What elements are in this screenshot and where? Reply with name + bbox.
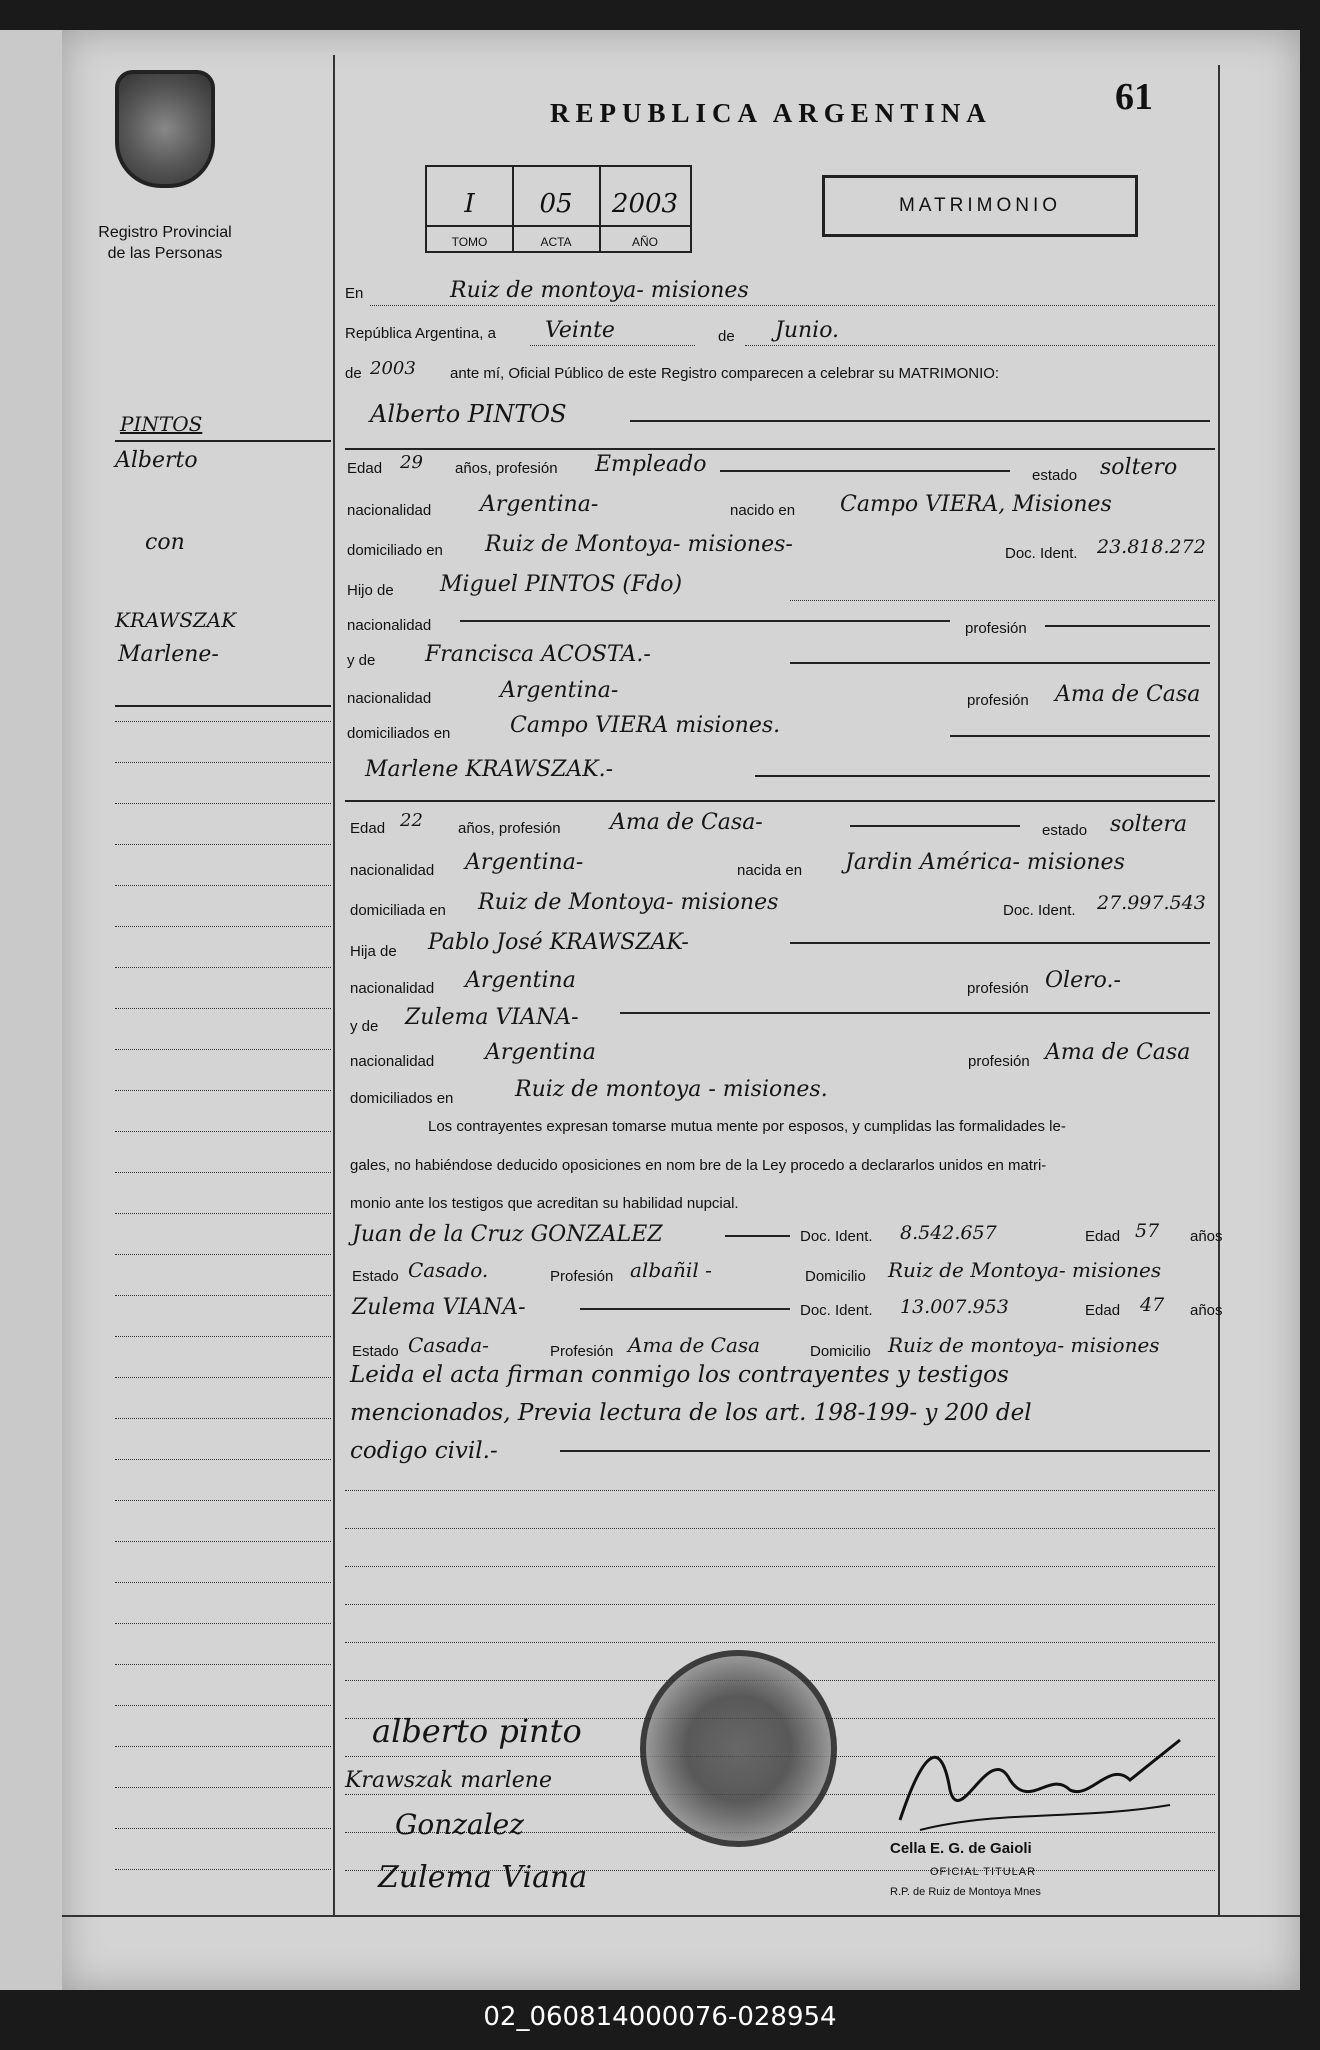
book-spine [0,30,65,1990]
witness1-estado-label: Estado [352,1268,399,1285]
witness2-age: 47 [1140,1294,1165,1316]
margin-surname2: KRAWSZAK [115,608,237,632]
groom-nationality: Argentina- [480,492,599,517]
groom-nac-label: nacionalidad [347,502,432,519]
bride-father: Pablo José KRAWSZAK- [428,930,689,955]
margin-rule-line [115,1131,331,1132]
groom-name: Alberto PINTOS [370,400,567,428]
bride-hija-label: Hija de [350,943,397,960]
witness2-doc-label: Doc. Ident. [800,1302,873,1319]
groom-father-nac-label: nacionalidad [347,617,432,634]
dotted-rule [370,305,1215,306]
margin-rule-line [115,1787,331,1788]
witness1-profession: albañil - [630,1258,712,1282]
groom-edad-label: Edad [347,460,383,477]
margin-connector: con [145,530,185,555]
bride-mother-prof-label: profesión [968,1053,1030,1070]
document-code: 02_060814000076-028954 [483,2002,837,2032]
official-title: OFICIAL TITULAR [930,1866,1037,1878]
bride-mother: Zulema VIANA- [405,1005,579,1030]
bride-estado: soltera [1110,812,1188,837]
margin-rule-line [115,1582,331,1583]
witness1-doc-label: Doc. Ident. [800,1228,873,1245]
closing-line2: mencionados, Previa lectura de los art. 198-199- y 200 del [350,1400,1032,1426]
margin-rule-line [115,1090,331,1091]
provincial-seal-icon [115,70,215,188]
groom-prof-label: años, profesión [455,460,558,477]
dotted-rule [790,600,1215,601]
bride-domicile: Ruiz de Montoya- misiones [478,890,779,915]
ano-cell: 2003 AÑO [611,189,679,249]
right-rule [1218,65,1220,1915]
margin-rule [333,55,335,1915]
box-divider [427,225,690,227]
line-rule [790,942,1210,944]
bride-parents-domicile: Ruiz de montoya - misiones. [515,1077,828,1102]
groom-doc: 23.818.272 [1097,536,1206,558]
groom-profession: Empleado [595,452,707,477]
signature-witness2: Zulema Viana [378,1860,588,1895]
witness1-anos-label: años [1190,1228,1223,1245]
line-rule [790,662,1210,664]
groom-mother-profession: Ama de Casa [1055,682,1201,707]
margin-rule-line [115,1213,331,1214]
official-office: R.P. de Ruiz de Montoya Mnes [890,1886,1041,1898]
groom-doc-label: Doc. Ident. [1005,545,1078,562]
witness2-edad-label: Edad [1085,1302,1121,1319]
body-rule-line [345,1604,1215,1605]
signature-witness1: Gonzalez [395,1808,524,1841]
margin-rule-line [115,1172,331,1173]
margin-rule-line [115,762,331,763]
ante-text: ante mí, Oficial Público de este Registro comparecen a celebrar su MATRIMONIO: [450,365,1000,382]
witness2-domicile: Ruiz de montoya- misiones [888,1333,1160,1357]
margin-rule-line [115,1336,331,1337]
bride-nac-label: nacionalidad [350,862,435,879]
record-ref-box [425,165,692,253]
line-rule [630,420,1210,422]
groom-nacido-label: nacido en [730,502,796,519]
witness1-doc: 8.542.657 [900,1222,997,1244]
line-rule [560,1450,1210,1452]
witness2-doc: 13.007.953 [900,1296,1009,1318]
witness2-anos-label: años [1190,1302,1223,1319]
margin-rule-line [115,1623,331,1624]
witness1-estado: Casado. [408,1258,489,1282]
signature-bride: Krawszak marlene [345,1768,552,1793]
dotted-rule [745,345,1215,346]
line-rule [620,1012,1210,1014]
margin-rule-line [115,1377,331,1378]
margin-rule-line [115,1008,331,1009]
groom-parents-dom-label: domiciliados en [347,725,451,742]
margin-rule-line [115,844,331,845]
bride-father-nationality: Argentina [465,968,576,993]
groom-estado-label: estado [1032,467,1078,484]
groom-father-prof-label: profesión [965,620,1027,637]
groom-mother-nationality: Argentina- [500,678,619,703]
margin-rule-line [115,1295,331,1296]
dotted-rule [530,345,695,346]
bride-edad-label: Edad [350,820,386,837]
section-rule [345,800,1215,802]
witness2-dom-label: Domicilio [810,1343,871,1360]
groom-dom-label: domiciliado en [347,542,443,559]
groom-parents-domicile: Campo VIERA misiones. [510,713,781,738]
witness1-name: Juan de la Cruz GONZALEZ [352,1222,663,1247]
acta-cell: 05 ACTA [513,167,601,251]
bride-nacida-label: nacida en [737,862,803,879]
country-title: REPUBLICA ARGENTINA [550,98,992,128]
bride-estado-label: estado [1042,822,1088,839]
place-value: Ruiz de montoya- misiones [450,278,749,303]
margin-rule-line [115,1541,331,1542]
day-value: Veinte [545,318,615,343]
body-rule-line [345,1566,1215,1567]
declaration-line3: monio ante los testigos que acreditan su habilidad nupcial. [350,1195,739,1212]
republica-label: República Argentina, a [345,325,496,342]
groom-age: 29 [400,452,423,473]
bride-yde-label: y de [350,1018,379,1035]
groom-father: Miguel PINTOS (Fdo) [440,572,683,597]
signature-groom: alberto pinto [372,1712,582,1750]
line-rule [850,825,1020,827]
groom-birthplace: Campo VIERA, Misiones [840,492,1112,517]
groom-mother-nac-label: nacionalidad [347,690,432,707]
margin-rule-line [115,803,331,804]
section-rule [345,448,1215,450]
line-rule [580,1308,790,1310]
bride-father-nac-label: nacionalidad [350,980,435,997]
witness2-profession: Ama de Casa [628,1333,761,1357]
witness2-name: Zulema VIANA- [352,1295,526,1320]
margin-name2: Marlene- [118,642,219,667]
witness2-estado: Casada- [408,1333,489,1357]
de-label: de [718,328,735,345]
en-label: En [345,285,364,302]
body-rule-line [345,1490,1215,1491]
bride-parents-dom-label: domiciliados en [350,1090,454,1107]
bride-father-profession: Olero.- [1045,968,1121,993]
official-name: Cella E. G. de Gaioli [890,1840,1032,1857]
bride-name: Marlene KRAWSZAK.- [365,757,614,782]
bride-mother-nationality: Argentina [485,1040,596,1065]
margin-rule-line [115,1664,331,1665]
margin-rule-line [115,1828,331,1829]
bride-prof-label: años, profesión [458,820,561,837]
line-rule [725,1235,790,1237]
margin-rule-line [115,926,331,927]
declaration-line2: gales, no habiéndose deducido oposiciones en nom bre de la Ley procedo a declararlos unidos en matri- [350,1157,1047,1174]
witness1-age: 57 [1135,1220,1160,1242]
body-rule-line [345,1528,1215,1529]
margin-rule-2 [115,705,331,707]
bride-nationality: Argentina- [465,850,584,875]
tomo-cell: I TOMO [427,167,514,251]
witness2-prof-label: Profesión [550,1343,614,1360]
declaration-line1: Los contrayentes expresan tomarse mutua mente por esposos, y cumplidas las formalidades le- [428,1118,1066,1135]
margin-name1: Alberto [115,448,198,473]
body-rule-line [345,1642,1215,1643]
bride-mother-profession: Ama de Casa [1045,1040,1191,1065]
margin-rule-line [115,1049,331,1050]
line-rule [1045,625,1210,627]
official-signature-icon [880,1700,1200,1840]
groom-mother-prof-label: profesión [967,692,1029,709]
year-value: 2003 [370,358,416,379]
page-number: 61 [1115,76,1153,118]
bride-father-prof-label: profesión [967,980,1029,997]
margin-rule-line [115,1254,331,1255]
witness1-dom-label: Domicilio [805,1268,866,1285]
margin-rule-line [115,885,331,886]
bride-profession: Ama de Casa- [610,810,763,835]
margin-rule-line [115,967,331,968]
bride-mother-nac-label: nacionalidad [350,1053,435,1070]
margin-rule-line [115,1705,331,1706]
act-type-box: MATRIMONIO [822,175,1138,237]
margin-surname1: PINTOS [120,412,203,436]
groom-yde-label: y de [347,652,376,669]
bride-doc-label: Doc. Ident. [1003,902,1076,919]
bottom-rule [62,1915,1300,1917]
groom-mother: Francisca ACOSTA.- [425,642,651,667]
margin-rule-line [115,1418,331,1419]
official-stamp-icon [640,1650,837,1847]
groom-domicile: Ruiz de Montoya- misiones- [485,532,793,557]
de2-label: de [345,365,362,382]
margin-rule-line [115,721,331,722]
bride-dom-label: domiciliada en [350,902,446,919]
bride-birthplace: Jardin América- misiones [845,850,1125,875]
bride-doc: 27.997.543 [1097,892,1206,914]
witness1-edad-label: Edad [1085,1228,1121,1245]
margin-rule-line [115,1459,331,1460]
line-rule [720,470,1010,472]
witness1-prof-label: Profesión [550,1268,614,1285]
margin-rule-1 [115,440,331,442]
witness2-estado-label: Estado [352,1343,399,1360]
line-rule [460,620,950,622]
margin-rule-line [115,1500,331,1501]
bride-age: 22 [400,810,423,831]
margin-rule-line [115,1746,331,1747]
witness1-domicile: Ruiz de Montoya- misiones [888,1258,1162,1282]
closing-line3: codigo civil.- [350,1438,498,1464]
closing-line1: Leida el acta firman conmigo los contrayentes y testigos [350,1362,1009,1388]
groom-estado: soltero [1100,455,1178,480]
margin-rule-line [115,1869,331,1870]
groom-hijo-label: Hijo de [347,582,394,599]
line-rule [950,735,1210,737]
registry-name: Registro Provincial de las Personas [98,224,232,262]
line-rule [755,775,1210,777]
month-value: Junio. [775,318,840,343]
